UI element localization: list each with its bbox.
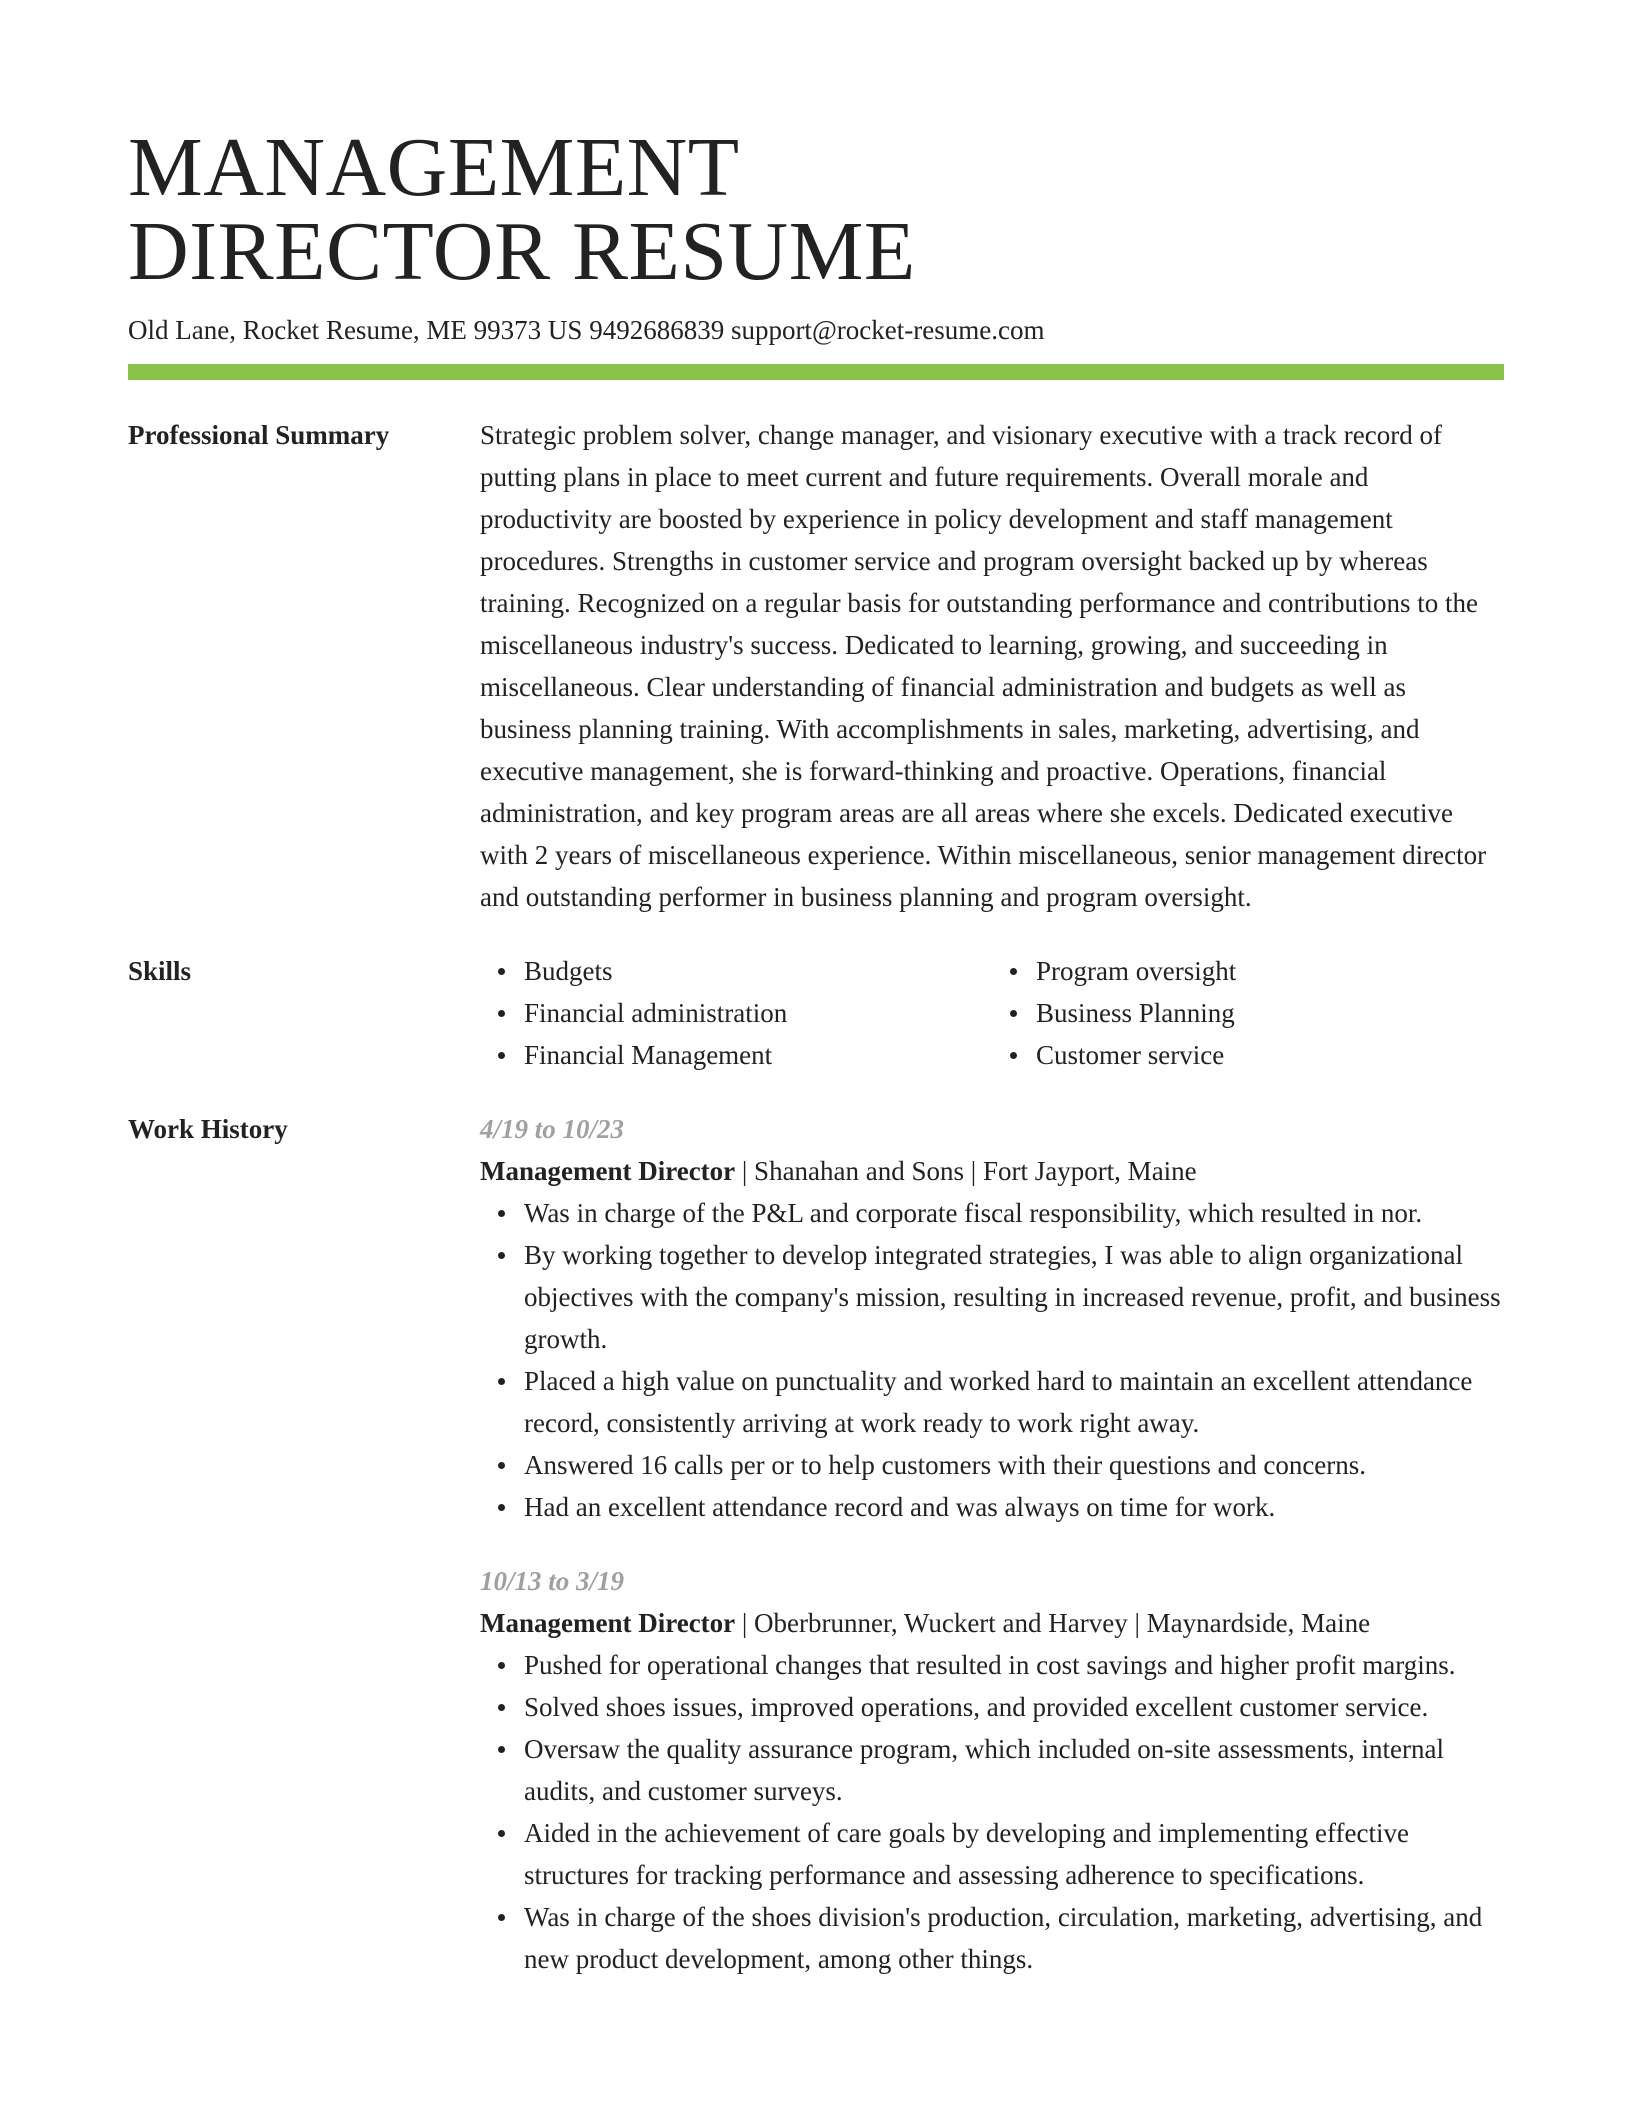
skill-item: Financial administration — [524, 992, 992, 1034]
skill-item: Program oversight — [1036, 950, 1504, 992]
job-heading — [480, 1150, 1504, 1192]
summary-text: Strategic problem solver, change manager, and visionary executive with a track record of putting plans in place to meet current and future requirements. Overall morale and productivity are boosted by experience in policy development and staff management procedures. Strengths in customer service and program oversight backed up by whereas training. Recognized on a regular basis for outstanding performance and contributions to the miscellaneous industry's success. Dedicated to learning, growing, and succeeding in miscellaneous. Clear understanding of financial administration and budgets as well as business planning training. With accomplishments in sales, marketing, advertising, and executive management, she is forward-thinking and proactive. Operations, financial administration, and key program areas are all areas where she excels. Dedicated executive with 2 years of miscellaneous experience. Within miscellaneous, senior management director and outstanding performer in business planning and program oversight. — [480, 420, 1487, 912]
duty-item: By working together to develop integrated strategies, I was able to align organizational objectives with the company's mission, resulting in increased revenue, profit, and business growth. — [524, 1234, 1504, 1360]
job-duties — [480, 1644, 1504, 1980]
title-line-2: DIRECTOR RESUME — [128, 205, 916, 298]
skills-column-left — [480, 950, 992, 1076]
skill-item: Financial Management — [524, 1034, 992, 1076]
skill-item: Business Planning — [1036, 992, 1504, 1034]
skills-section — [128, 950, 1504, 1076]
skill-item: Customer service — [1036, 1034, 1504, 1076]
skills-body — [480, 950, 1504, 1076]
skills-column-right — [992, 950, 1504, 1076]
job-duties — [480, 1192, 1504, 1528]
job-dates: 4/19 to 10/23 — [480, 1114, 625, 1144]
skills-grid — [480, 950, 1504, 1076]
work-history-section — [128, 1108, 1504, 1980]
duty-item: Pushed for operational changes that resulted in cost savings and higher profit margins. — [524, 1644, 1504, 1686]
work-history-body — [480, 1108, 1504, 1980]
summary-section — [128, 414, 1504, 918]
duty-item: Aided in the achievement of care goals by developing and implementing effective structures for tracking performance and assessing adherence to specifications. — [524, 1812, 1504, 1896]
skills-heading: Skills — [128, 956, 192, 986]
job-title: Management Director — [480, 1608, 736, 1638]
duty-item: Answered 16 calls per or to help customers with their questions and concerns. — [524, 1444, 1504, 1486]
title-line-1: MANAGEMENT — [128, 121, 740, 214]
job-title: Management Director — [480, 1156, 736, 1186]
job-company-location: | Oberbrunner, Wuckert and Harvey | Maynardside, Maine — [735, 1608, 1371, 1638]
summary-body — [480, 414, 1504, 918]
job-dates: 10/13 to 3/19 — [480, 1566, 625, 1596]
job-entry — [480, 1108, 1504, 1528]
contact-info: Old Lane, Rocket Resume, ME 99373 US 9492686839 support@rocket-resume.com — [128, 315, 1045, 345]
accent-divider — [128, 364, 1504, 380]
duty-item: Was in charge of the shoes division's production, circulation, marketing, advertising, and new product development, among other things. — [524, 1896, 1504, 1980]
duty-item: Oversaw the quality assurance program, which included on-site assessments, internal audits, and customer surveys. — [524, 1728, 1504, 1812]
skill-item: Budgets — [524, 950, 992, 992]
duty-item: Solved shoes issues, improved operations, and provided excellent customer service. — [524, 1686, 1504, 1728]
job-company-location: | Shanahan and Sons | Fort Jayport, Maine — [735, 1156, 1197, 1186]
summary-heading: Professional Summary — [128, 420, 390, 450]
duty-item: Was in charge of the P&L and corporate fiscal responsibility, which resulted in nor. — [524, 1192, 1504, 1234]
duty-item: Had an excellent attendance record and was always on time for work. — [524, 1486, 1504, 1528]
duty-item: Placed a high value on punctuality and worked hard to maintain an excellent attendance record, consistently arriving at work ready to work right away. — [524, 1360, 1504, 1444]
job-entry — [480, 1560, 1504, 1980]
job-heading — [480, 1602, 1504, 1644]
page-title — [128, 0, 1504, 298]
work-history-heading: Work History — [128, 1114, 288, 1144]
resume-page — [128, 0, 1504, 1980]
